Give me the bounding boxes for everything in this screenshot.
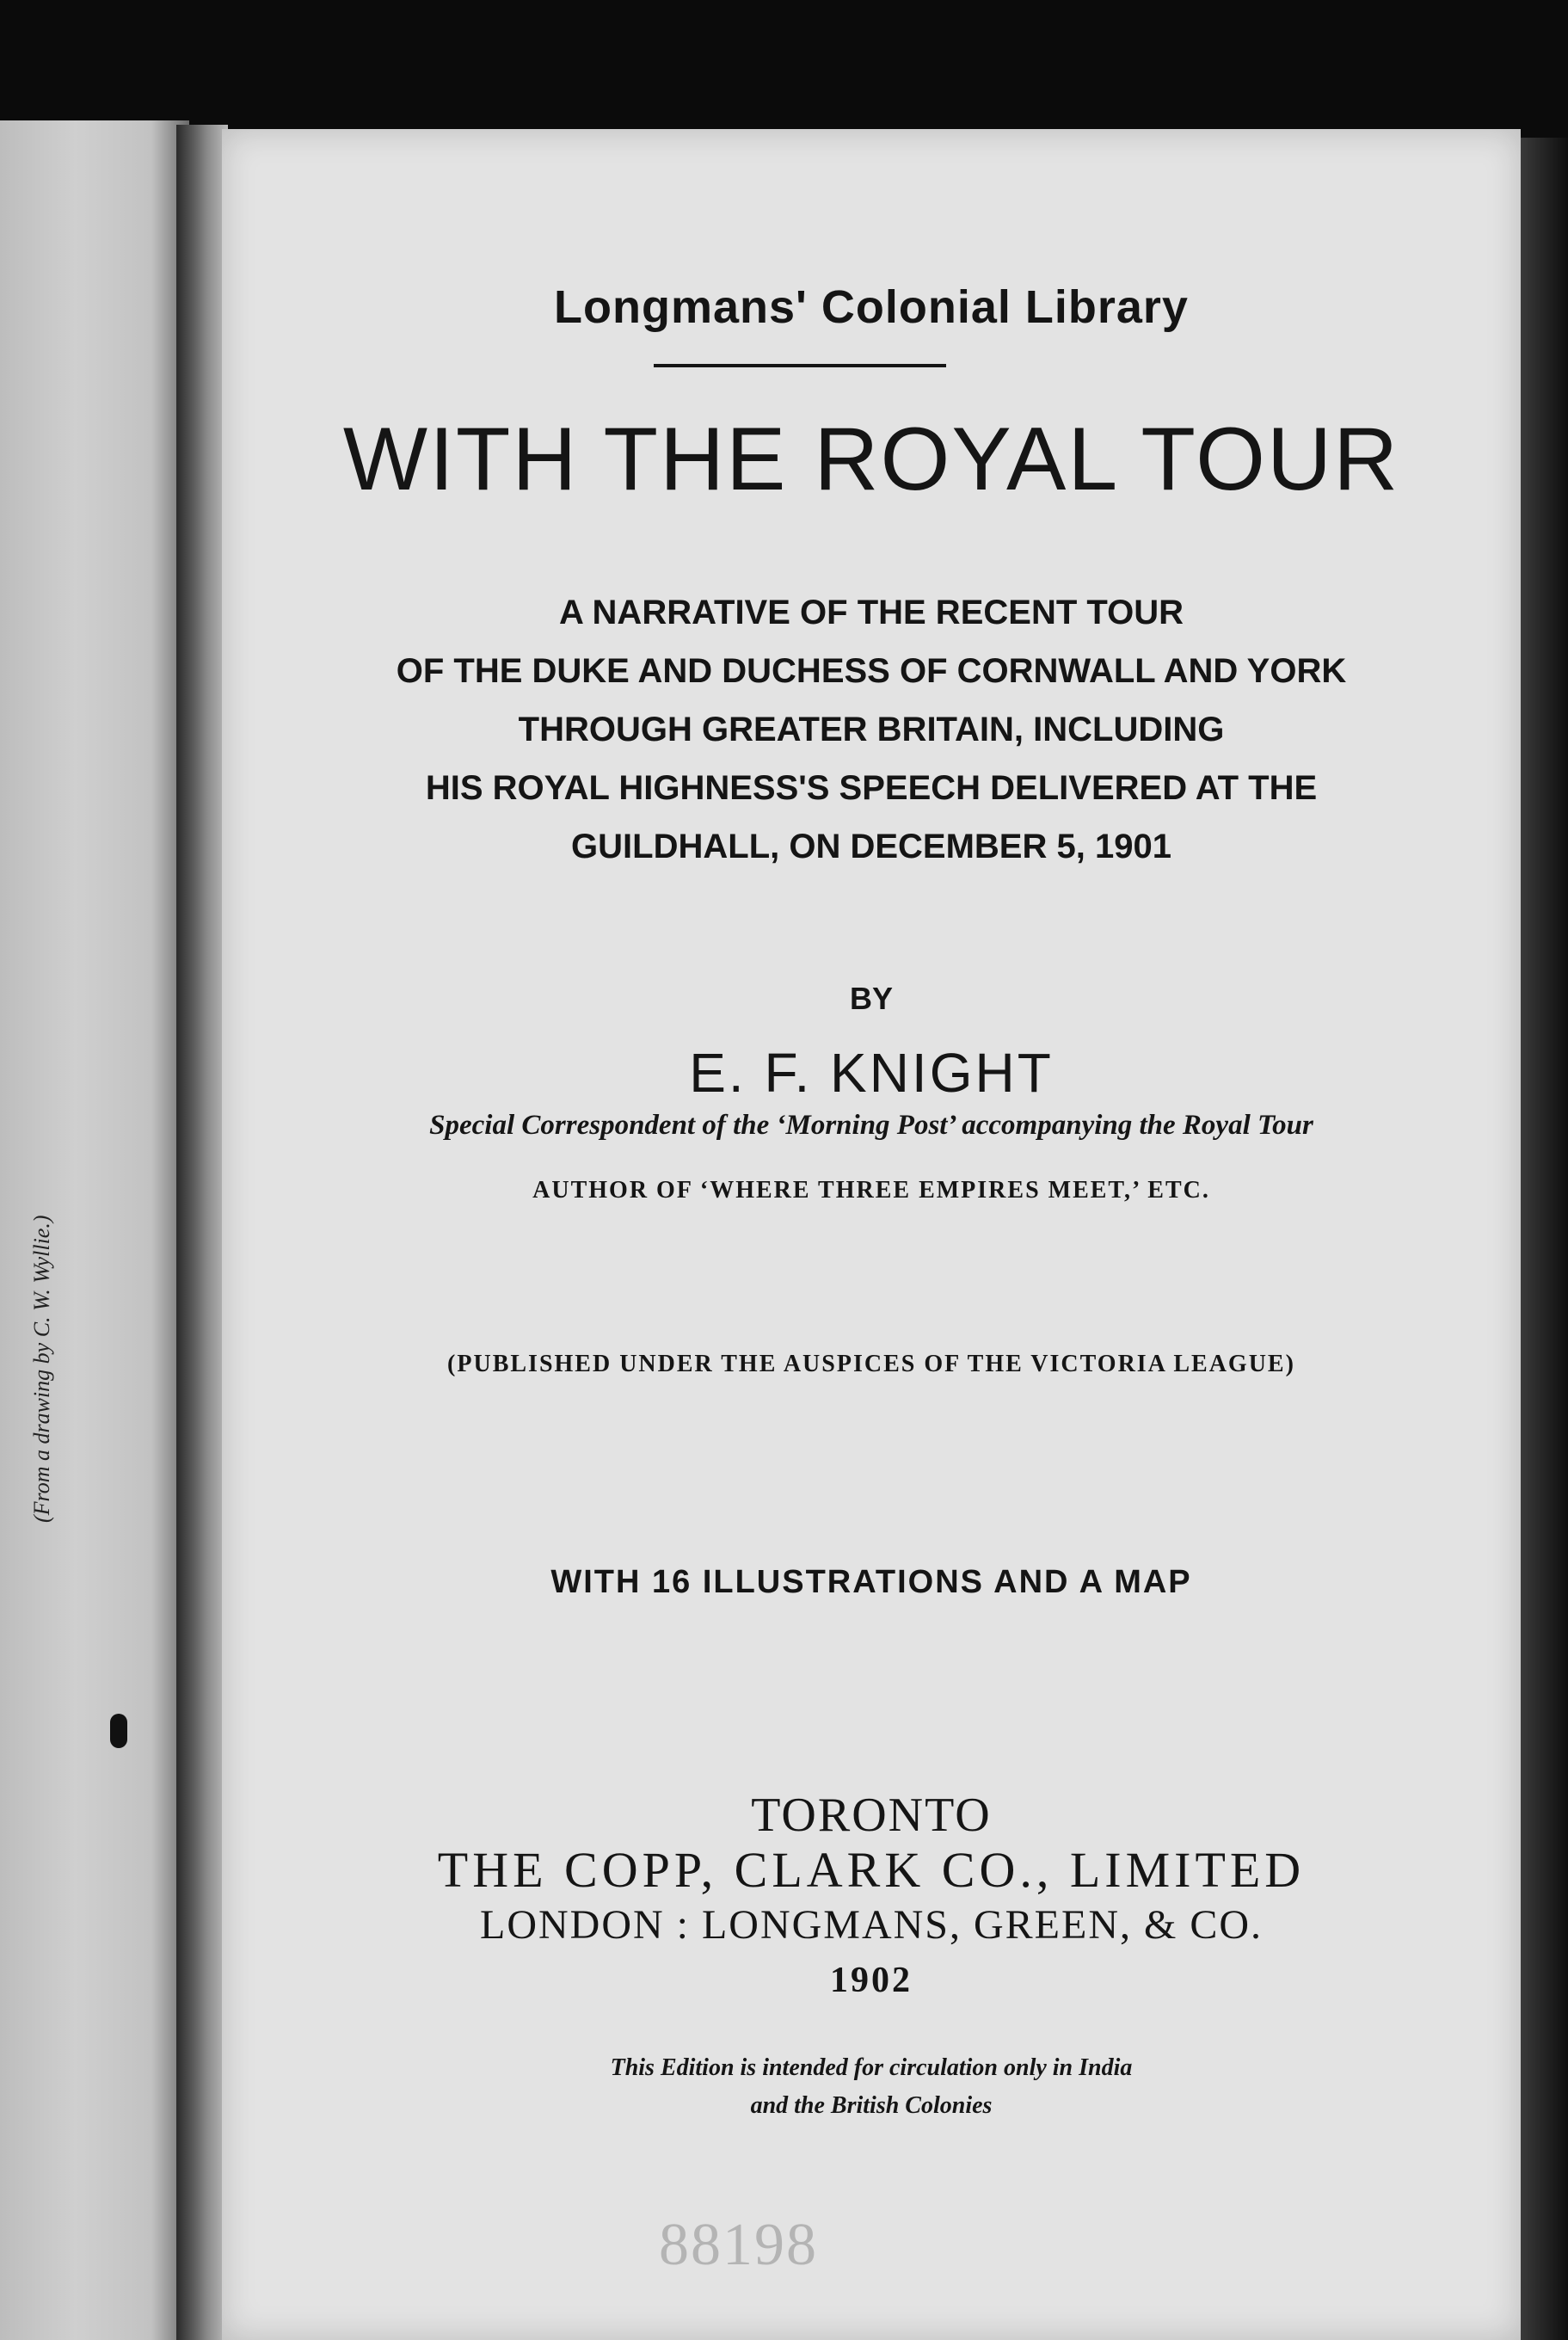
book-title: WITH THE ROYAL TOUR [342,410,1400,509]
facing-page [0,120,189,2340]
auspices-note: (PUBLISHED UNDER THE AUSPICES OF THE VICTORIA LEAGUE) [447,1351,1295,1377]
ink-mark [110,1714,127,1748]
subtitle-line: OF THE DUKE AND DUCHESS OF CORNWALL AND YORK [396,652,1347,690]
series-rule [654,364,946,367]
edition-note-line: and the British Colonies [750,2092,993,2119]
publication-year: 1902 [830,1961,913,2000]
publication-place: TORONTO [751,1789,992,1842]
subtitle-line: A NARRATIVE OF THE RECENT TOUR [559,594,1184,631]
author-works: AUTHOR OF ‘WHERE THREE EMPIRES MEET,’ ETC. [532,1177,1210,1204]
frontispiece-caption: (From a drawing by C. W. Wyllie.) [29,1215,54,1523]
author-name: E. F. KNIGHT [689,1042,1054,1104]
subtitle-line: HIS ROYAL HIGHNESS'S SPEECH DELIVERED AT THE [425,769,1318,807]
author-role: Special Correspondent of the ‘Morning Post’ accompanying the Royal Tour [429,1110,1313,1141]
edition-note-line: This Edition is intended for circulation only in India [610,2054,1133,2081]
subtitle-line: GUILDHALL, ON DECEMBER 5, 1901 [571,828,1171,865]
subtitle-line: THROUGH GREATER BRITAIN, INCLUDING [518,711,1225,748]
publisher-name: THE COPP, CLARK CO., LIMITED [437,1842,1306,1898]
by-label: BY [849,981,893,1016]
illustrations-note: WITH 16 ILLUSTRATIONS AND A MAP [550,1564,1192,1600]
london-publisher: LONDON : LONGMANS, GREEN, & CO. [480,1902,1263,1948]
library-stamp: 88198 [659,2212,818,2278]
title-page [222,129,1521,2340]
book-gutter [176,125,228,2340]
page-edge [1521,138,1568,2340]
series-name: Longmans' Colonial Library [554,281,1189,333]
